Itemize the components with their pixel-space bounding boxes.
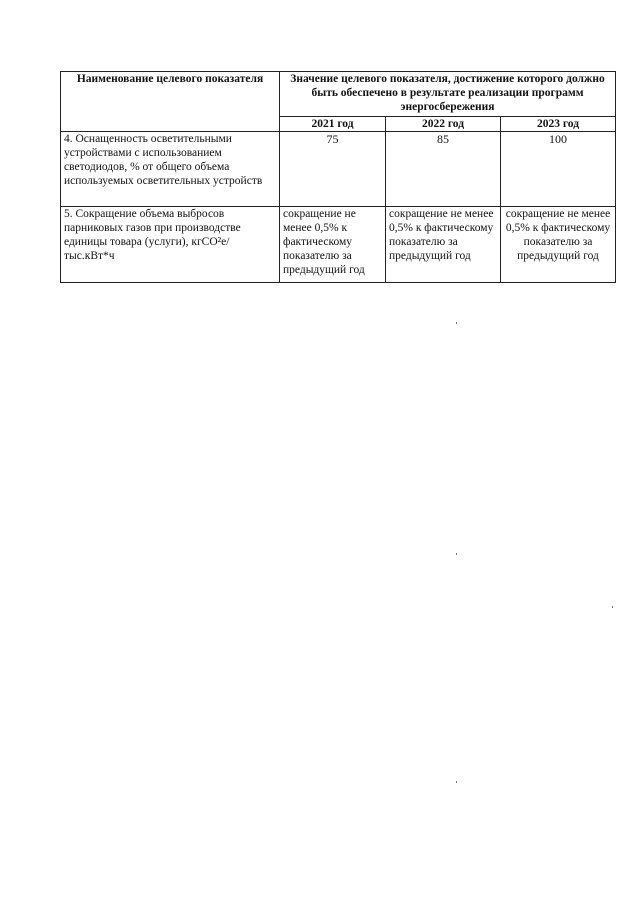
row-4-value-2022: 85 bbox=[386, 132, 501, 207]
scan-speck bbox=[456, 781, 457, 783]
row-5-name: 5. Сокращение объема выбросов парниковых газов при производстве единицы товара (услуги), кгCO²e/тыс.кВт*ч bbox=[61, 207, 280, 283]
scan-speck bbox=[456, 553, 457, 555]
year-2021: 2021 год bbox=[280, 117, 386, 132]
row-5-value-2023: сокращение не менее 0,5% к фактическому показателю за предыдущий год bbox=[501, 207, 616, 283]
header-target-value: Значение целевого показателя, достижение которого должно быть обеспечено в результате реализации программ энергосбережения bbox=[280, 72, 616, 117]
year-2022: 2022 год bbox=[386, 117, 501, 132]
header-indicator-name: Наименование целевого показателя bbox=[61, 72, 280, 132]
year-2023: 2023 год bbox=[501, 117, 616, 132]
scan-speck bbox=[456, 322, 457, 324]
table-row bbox=[61, 132, 616, 207]
table-header-row bbox=[61, 72, 616, 117]
row-4-name: 4. Оснащенность осветительными устройствами с использованием светодиодов, % от общего объема используемых осветительных устройств bbox=[61, 132, 280, 207]
targets-table bbox=[60, 71, 616, 283]
row-4-value-2021: 75 bbox=[280, 132, 386, 207]
row-5-value-2022: сокращение не менее 0,5% к фактическому показателю за предыдущий год bbox=[386, 207, 501, 283]
row-4-value-2023: 100 bbox=[501, 132, 616, 207]
row-5-value-2021: сокращение не менее 0,5% к фактическому показателю за предыдущий год bbox=[280, 207, 386, 283]
scan-speck bbox=[612, 606, 613, 608]
table-row bbox=[61, 207, 616, 283]
